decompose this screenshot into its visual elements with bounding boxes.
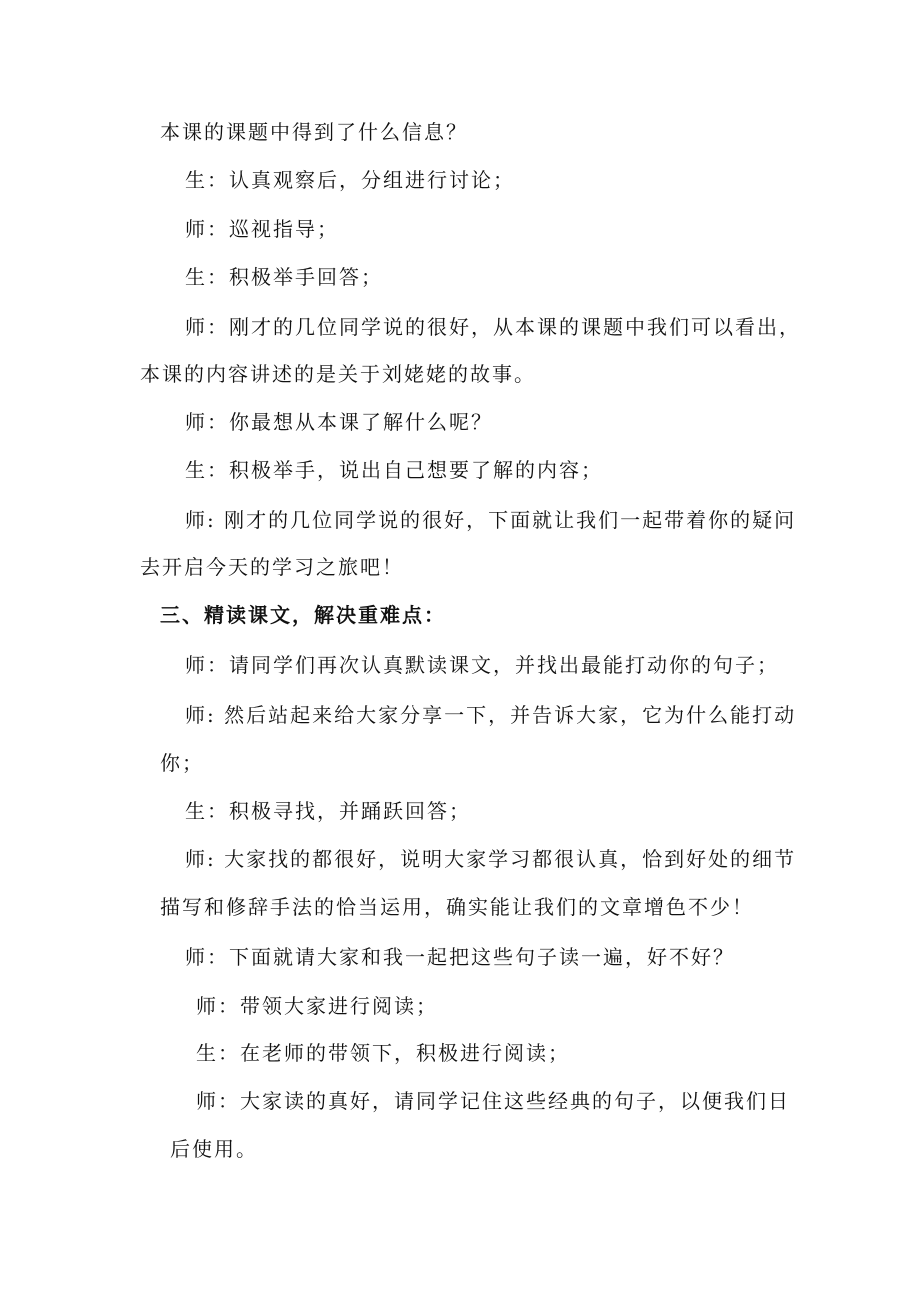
- student-line: 生：在老师的带领下，积极进行阅读；: [196, 1041, 570, 1065]
- student-line: 生：积极举手回答；: [185, 265, 383, 289]
- text-line: 本课的课题中得到了什么信息？: [160, 120, 468, 144]
- student-line: 生：认真观察后，分组进行讨论；: [185, 168, 515, 192]
- teacher-line: 师: 然后站起来给大家分享一下，并告诉大家，它为什么能打动: [185, 703, 797, 727]
- teacher-line: 师：带领大家进行阅读；: [196, 994, 438, 1018]
- text-line: 后使用。: [170, 1137, 258, 1161]
- teacher-line: 师：刚才的几位同学说的很好，从本课的课题中我们可以看出，: [185, 315, 801, 339]
- teacher-line: 师：下面就请大家和我一起把这些句子读一遍，好不好？: [185, 945, 735, 969]
- text-line: 你；: [160, 751, 204, 775]
- teacher-line: 师: 大家找的都很好，说明大家学习都很认真，恰到好处的细节: [185, 847, 797, 871]
- section-heading: 三、精读课文，解决重难点：: [160, 603, 446, 627]
- student-line: 生：积极举手，说出自己想要了解的内容；: [185, 458, 603, 482]
- student-line: 生：积极寻找，并踊跃回答；: [185, 799, 471, 823]
- text-line: 本课的内容讲述的是关于刘姥姥的故事。: [140, 362, 536, 386]
- teacher-line: 师: 刚才的几位同学说的很好，下面就让我们一起带着你的疑问: [185, 508, 797, 532]
- teacher-line: 师：巡视指导；: [185, 217, 339, 241]
- text-line: 去开启今天的学习之旅吧！: [140, 555, 404, 579]
- teacher-line: 师：大家读的真好，请同学记住这些经典的句子，以便我们日: [196, 1089, 790, 1113]
- teacher-line: 师：你最想从本课了解什么呢？: [185, 410, 493, 434]
- teacher-line: 师：请同学们再次认真默读课文，并找出最能打动你的句子；: [185, 653, 779, 677]
- text-line: 描写和修辞手法的恰当运用，确实能让我们的文章增色不少！: [160, 895, 754, 919]
